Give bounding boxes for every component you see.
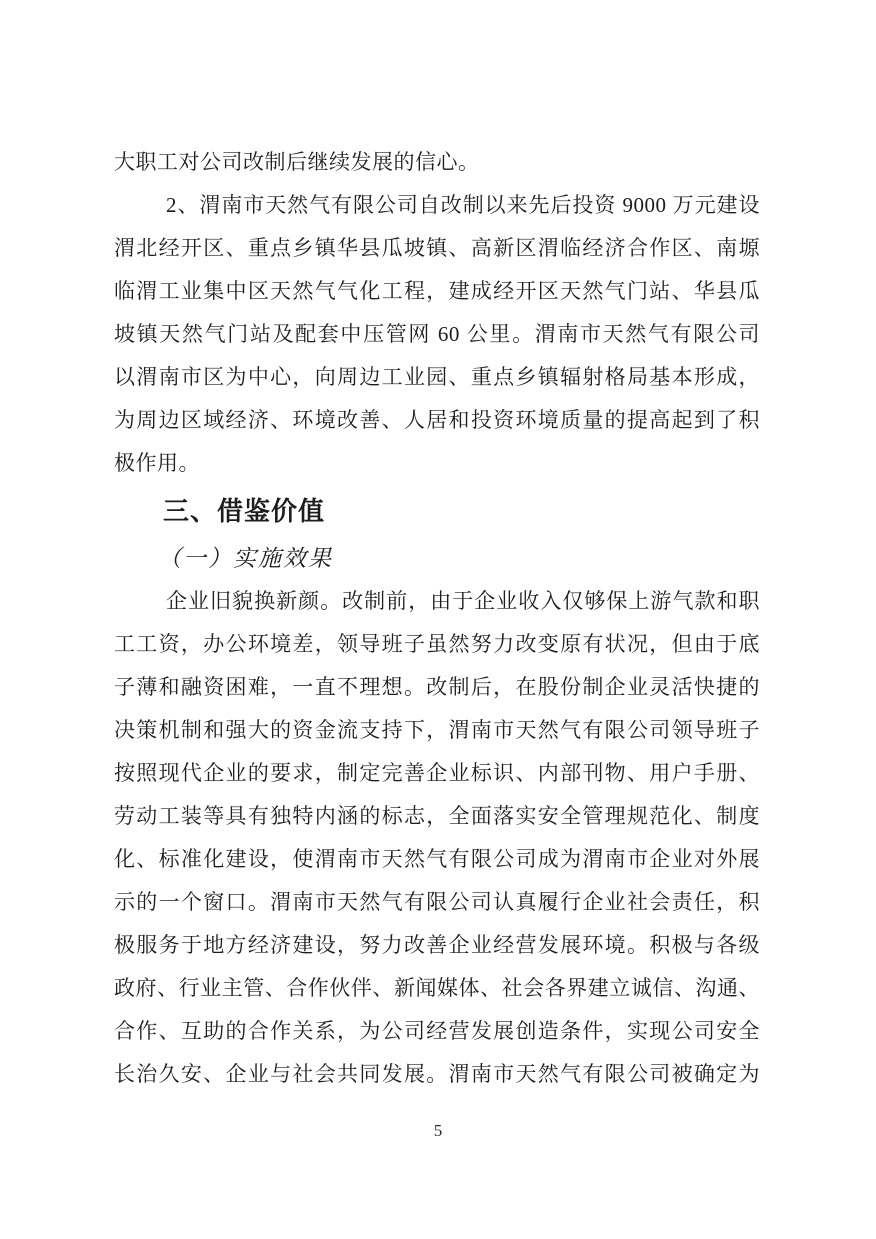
paragraph-line: 劳动工装等具有独特内涵的标志，全面落实安全管理规范化、制度 bbox=[114, 804, 760, 828]
paragraph-line: 按照现代企业的要求，制定完善企业标识、内部刊物、用户手册、 bbox=[114, 761, 760, 785]
page-number: 5 bbox=[433, 1121, 443, 1140]
section-heading: 三、借鉴价值 bbox=[163, 496, 326, 526]
paragraph-line: 合作、互助的合作关系，为公司经营发展创造条件，实现公司安全 bbox=[114, 1019, 760, 1043]
document-body bbox=[114, 141, 760, 1096]
paragraph-line: 临渭工业集中区天然气气化工程，建成经开区天然气门站、华县瓜 bbox=[114, 279, 760, 303]
paragraph-line: 示的一个窗口。渭南市天然气有限公司认真履行企业社会责任，积 bbox=[114, 890, 760, 914]
paragraph-line: 政府、行业主管、合作伙伴、新闻媒体、社会各界建立诚信、沟通、 bbox=[114, 976, 760, 1000]
paragraph-line: 子薄和融资困难，一直不理想。改制后，在股份制企业灵活快捷的 bbox=[114, 675, 760, 699]
paragraph-line: 坡镇天然气门站及配套中压管网 60 公里。渭南市天然气有限公司 bbox=[114, 322, 760, 346]
paragraph-line: 化、标准化建设，使渭南市天然气有限公司成为渭南市企业对外展 bbox=[114, 847, 760, 871]
paragraph-line: 2、渭南市天然气有限公司自改制以来先后投资 9000 万元建设 bbox=[166, 193, 760, 217]
paragraph-line: 企业旧貌换新颜。改制前，由于企业收入仅够保上游气款和职 bbox=[166, 589, 760, 613]
paragraph-line: 大职工对公司改制后继续发展的信心。 bbox=[114, 150, 480, 174]
paragraph-line: 渭北经开区、重点乡镇华县瓜坡镇、高新区渭临经济合作区、南塬 bbox=[114, 236, 760, 260]
paragraph-line: 极作用。 bbox=[114, 451, 200, 475]
paragraph-line: 长治久安、企业与社会共同发展。渭南市天然气有限公司被确定为 bbox=[114, 1062, 760, 1086]
paragraph-line: 极服务于地方经济建设，努力改善企业经营发展环境。积极与各级 bbox=[114, 933, 760, 957]
paragraph-line: 决策机制和强大的资金流支持下，渭南市天然气有限公司领导班子 bbox=[114, 718, 760, 742]
paragraph-line: 工工资，办公环境差，领导班子虽然努力改变原有状况，但由于底 bbox=[114, 632, 760, 656]
paragraph-line: 为周边区域经济、环境改善、人居和投资环境质量的提高起到了积 bbox=[114, 408, 760, 432]
paragraph-line: 以渭南市区为中心，向周边工业园、重点乡镇辐射格局基本形成， bbox=[114, 365, 760, 389]
subsection-heading: （一）实施效果 bbox=[158, 546, 333, 571]
